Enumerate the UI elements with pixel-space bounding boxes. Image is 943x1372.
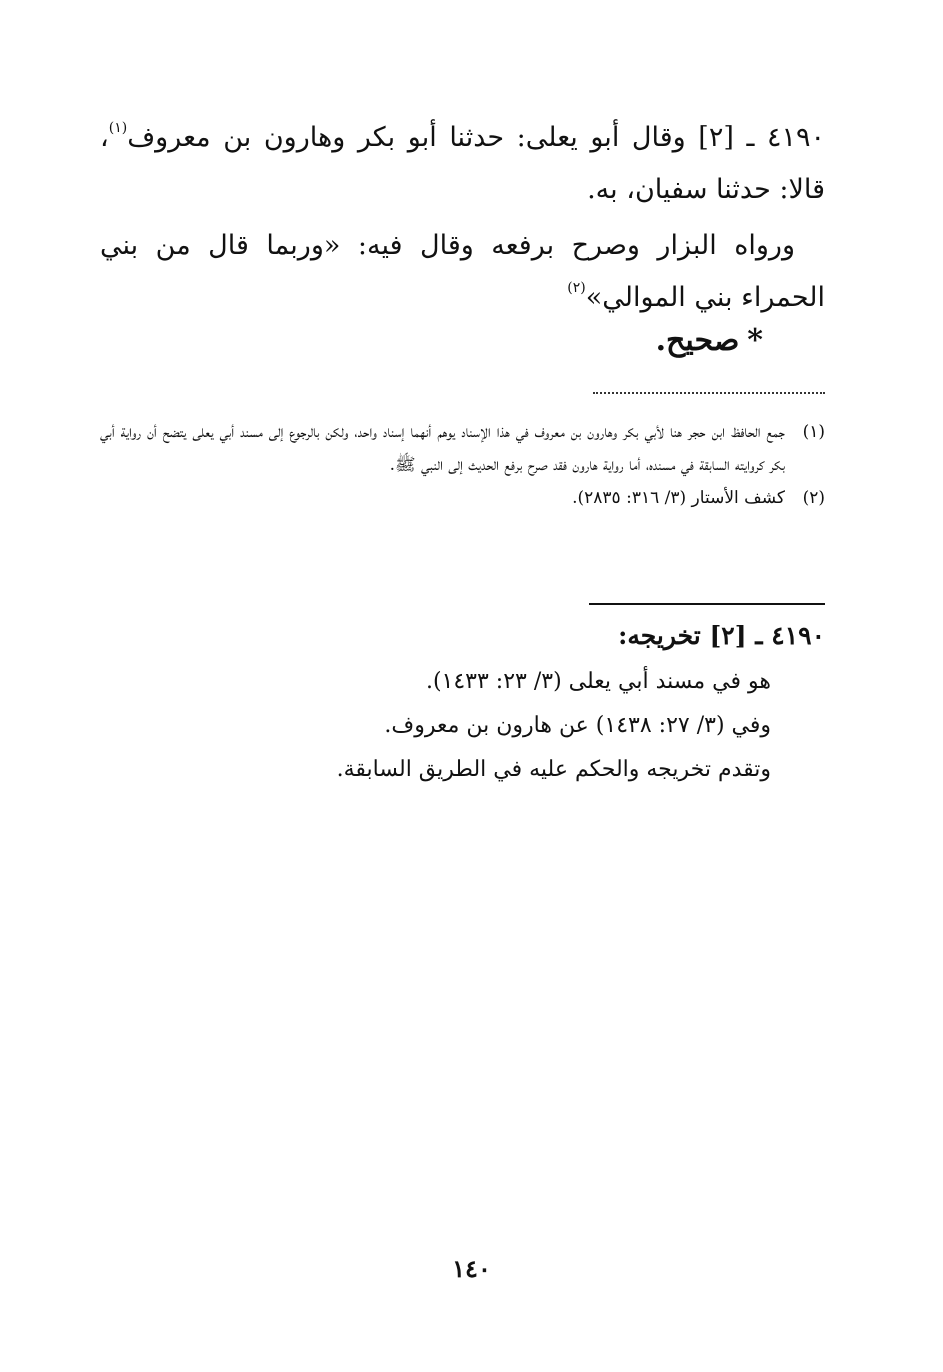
verdict-text: صحيح. <box>655 323 740 358</box>
takhrij-line: هو في مسند أبي يعلى (٣/ ٢٣: ١٤٣٣). <box>425 669 771 694</box>
takhrij-line: وتقدم تخريجه والحكم عليه في الطريق السابقة. <box>336 757 771 782</box>
footnote-number: (٢) <box>802 488 825 508</box>
takhrij-body <box>271 660 771 792</box>
hadith-bazzar-paragraph <box>100 220 825 324</box>
footnotes-section <box>100 416 825 515</box>
footnote-ref-2[interactable]: (٢) <box>567 280 586 296</box>
asterisk-icon: * <box>747 323 763 358</box>
takhrij-heading: ٤١٩٠ ـ [٢] تخريجه: <box>618 621 825 650</box>
footnote-text: كشف الأستار (٣/ ٣١٦: ٢٨٣٥). <box>572 488 785 508</box>
footnote-number: (١) <box>802 422 825 442</box>
takhrij-line: وفي (٣/ ٢٧: ١٤٣٨) عن هارون بن معروف. <box>384 713 771 738</box>
footnote-dotted-divider <box>593 392 825 394</box>
page-number: ١٤٠ <box>452 1254 491 1283</box>
footnote-text: جمع الحافظ ابن حجر هنا لأبي بكر وهارون بن معروف في هذا الإسناد يوهم أنهما إسناد واحد، ولكن بالرجوع إلى مسند أبي يعلى يتضح أن رواية أبي بكر كروايته السابقة في مسنده، أما رواية هارون فقد صرح برفع الحديث إلى النبي ﷺ. <box>100 422 785 475</box>
hadith-line-1-continued: ، قالا: حدثنا سفيان، به. <box>100 122 825 205</box>
section-divider <box>589 603 825 605</box>
hadith-verdict <box>656 318 763 364</box>
footnote-ref-1[interactable]: (١) <box>108 120 128 136</box>
bazzar-text: ورواه البزار وصرح برفعه وقال فيه: «وربما قال من بني الحمراء بني الموالي» <box>100 230 825 313</box>
footnote-1 <box>100 416 825 482</box>
hadith-line-1: ٤١٩٠ ـ [٢] وقال أبو يعلى: حدثنا أبو بكر وهارون بن معروف <box>127 122 825 153</box>
footnote-2 <box>100 482 825 515</box>
hadith-block <box>100 112 825 324</box>
hadith-text <box>100 112 825 216</box>
